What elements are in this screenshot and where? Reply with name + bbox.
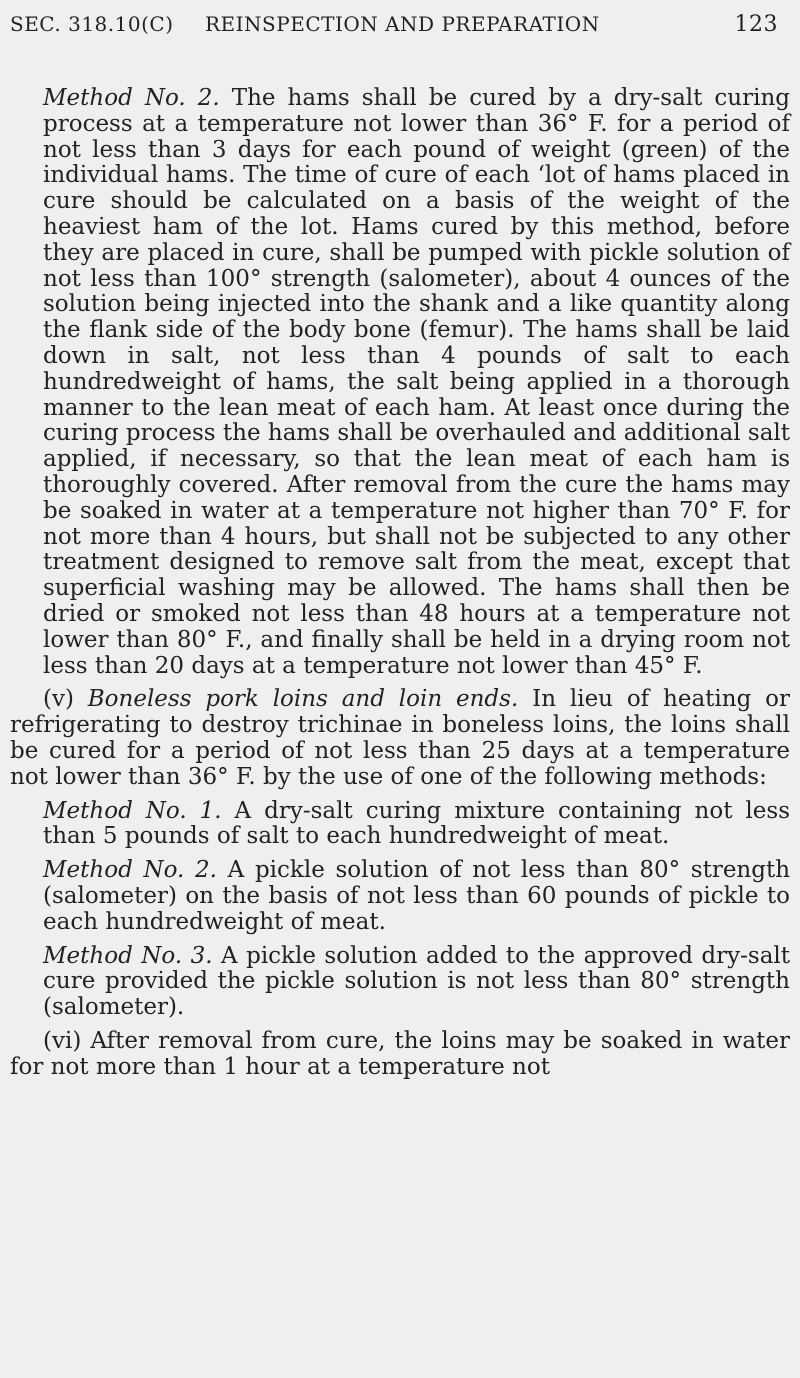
clause-number: (v) xyxy=(43,686,88,713)
paragraph-text: A dry-salt curing mixture containing not less than 5 pounds of salt to each hundredweight of meat. xyxy=(43,797,791,850)
paragraph-text: The hams shall be cured by a dry-salt curing process at a temperature not lower than 36° F. for a period of not less than 3 days for each pound of weight (green) of the individual hams. The time of cure of each ‘lot of hams placed in cure should be calculated on a basis of the weight of the heaviest ham of the lot. Hams cured by this method, before they are placed in cure, shall be pumped with pickle solution of not less than 100° strength (salometer), about 4 ounces of the solution being injected into the shank and a like quantity along the flank side of the body bone (femur). The hams shall be laid down in salt, not less than 4 pounds of salt to each hundredweight of hams, the salt being applied in a thorough manner to the lean meat of each ham. At least once during the curing process the hams shall be overhauled and additional salt applied, if necessary, so that the lean meat of each ham is thoroughly covered. After removal from the cure the hams may be soaked in water at a temperature not higher than 70° F. for not more than 4 hours, but shall not be subjected to any other treatment designed to remove salt from the meat, except that superficial washing may be allowed. The hams shall then be dried or smoked not less than 48 hours at a temperature not lower than 80° F., and finally shall be held in a drying room not less than 20 days at a temperature not lower than 45° F. xyxy=(43,85,790,679)
paragraph-method-1 xyxy=(10,799,790,851)
method-heading: Method No. 1. xyxy=(43,797,222,824)
header-title: REINSPECTION AND PREPARATION xyxy=(205,12,600,36)
method-heading: Method No. 3. xyxy=(43,942,213,969)
running-header xyxy=(10,12,790,42)
paragraph-text: A pickle solution added to the approved dry-salt cure provided the pickle solution is not less than 80° strength (salometer). xyxy=(43,942,791,1021)
paragraph-text: In lieu of heating or refrigerating to destroy trichinae in boneless loins, the loins shall be cured for a period of not less than 25 days at a temperature not lower than 36° F. by the use of one of the following methods: xyxy=(10,686,790,790)
method-heading: Method No. 2. xyxy=(43,857,217,884)
paragraph-text: After removal from cure, the loins may be soaked in water for not more than 1 hour at a temperature not xyxy=(10,1027,790,1080)
body-text xyxy=(10,86,790,1088)
paragraph-v-boneless-loins xyxy=(10,687,790,790)
paragraph-method-3 xyxy=(10,944,790,1021)
clause-heading: Boneless pork loins and loin ends. xyxy=(87,686,519,713)
paragraph-text: A pickle solution of not less than 80° strength (salometer) on the basis of not less than 60 pounds of pickle to each hundredweight of meat. xyxy=(43,857,791,935)
method-heading: Method No. 2. xyxy=(43,85,220,111)
page-number: 123 xyxy=(734,12,778,37)
clause-number: (vi) xyxy=(43,1027,82,1054)
paragraph-method-2 xyxy=(10,858,790,935)
paragraph-method-2-hams xyxy=(10,86,790,679)
paragraph-vi-after-removal xyxy=(10,1029,790,1081)
section-reference: SEC. 318.10(C) xyxy=(10,12,174,36)
